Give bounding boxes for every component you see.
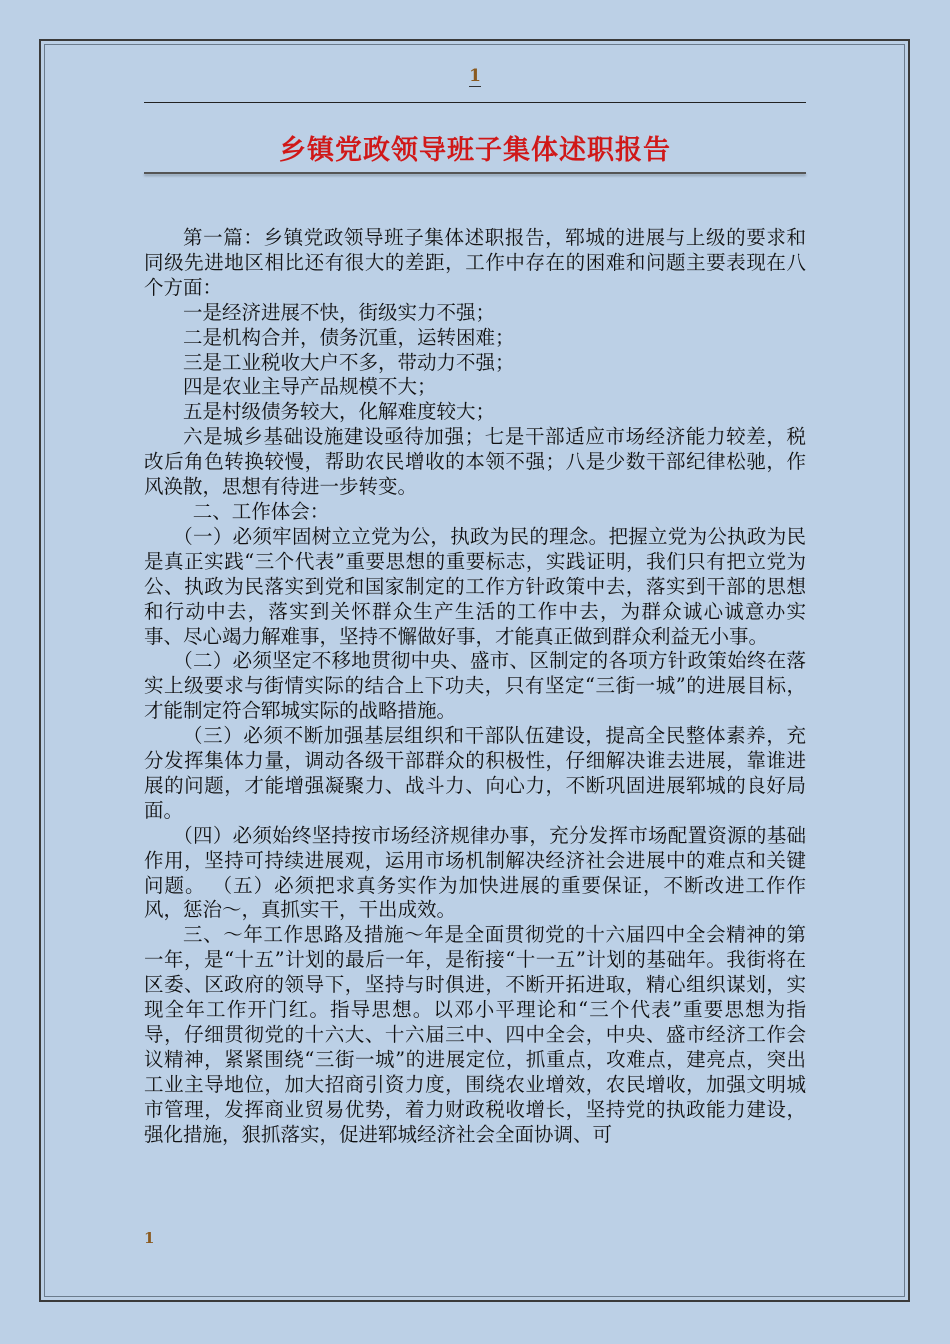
paragraph: 一是经济进展不快，街级实力不强； (183, 300, 496, 324)
header-divider (144, 102, 806, 103)
title-divider (144, 172, 806, 174)
section-heading: 二、工作体会： (192, 499, 330, 523)
paragraph: （二）必须坚定不移地贯彻中央、盛市、区制定的各项方针政策始终在落实上级要求与街情实际的结合上下功夫，只有坚定“三街一城”的进展目标，才能制定符合郓城实际的战略措施。 (144, 649, 806, 723)
footer-page-number: 1 (144, 1229, 155, 1247)
paragraph: 三是工业税收大户不多，带动力不强； (183, 350, 515, 374)
paragraph: （一）必须牢固树立立党为公，执政为民的理念。把握立党为公执政为民是真正实践“三个代表”重要思想的重要标志，实践证明，我们只有把立党为公、执政为民落实到党和国家制定的工作方针政策中去，落实到干部的思想和行动中去，落实到关怀群众生产生活的工作中去，为群众诚心诚意办实事、尽心竭力解难事，坚持不懈做好事，才能真正做到群众利益无小事。 (144, 524, 806, 648)
paragraph: 四是农业主导产品规模不大； (183, 375, 437, 399)
document-title: 乡镇党政领导班子集体述职报告 (279, 135, 671, 166)
paragraph: 六是城乡基础设施建设亟待加强；七是干部适应市场经济能力较差，税改后角色转换较慢，帮助农民增收的本领不强；八是少数干部纪律松驰，作风涣散，思想有待进一步转变。 (144, 425, 806, 499)
document-body (144, 226, 806, 1148)
header-page-number-text: 1 (469, 66, 481, 86)
paragraph: （四）必须始终坚持按市场经济规律办事，充分发挥市场配置资源的基础作用，坚持可持续进展观，运用市场机制解决经济社会进展中的难点和关键问题。 （五）必须把求真务实作为加快进展的重要保证，不断改进工作作风，惩治～，真抓实干，干出成效。 (144, 823, 806, 922)
paragraph: 第一篇：乡镇党政领导班子集体述职报告，郓城的进展与上级的要求和同级先进地区相比还有很大的差距，工作中存在的困难和问题主要表现在八个方面： (144, 226, 806, 299)
paragraph: 三、～年工作思路及措施～年是全面贯彻党的十六届四中全会精神的第一年，是“十五”计划的最后一年，是衔接“十一五”计划的基础年。我街将在区委、区政府的领导下，坚持与时俱进，不断开拓进取，精心组织谋划，实现全年工作开门红。指导思想。以邓小平理论和“三个代表”重要思想为指导，仔细贯彻党的十六大、十六届三中、四中全会，中央、盛市经济工作会议精神，紧紧围绕“三街一城”的进展定位，抓重点，攻难点，建亮点，突出工业主导地位，加大招商引资力度，围绕农业增效，农民增收，加强文明城市管理，发挥商业贸易优势，着力财政税收增长，坚持党的执政能力建设，强化措施，狠抓落实，促进郓城经济社会全面协调、可 (144, 923, 806, 1146)
paragraph: （三）必须不断加强基层组织和干部队伍建设，提高全民整体素养，充分发挥集体力量，调动各级干部群众的积极性，仔细解决谁去进展，靠谁进展的问题，才能增强凝聚力、战斗力、向心力，不断巩固进展郓城的良好局面。 (144, 724, 806, 822)
paragraph: 五是村级债务较大，化解难度较大； (183, 400, 496, 424)
header-page-number (0, 66, 950, 86)
paragraph: 二是机构合并，债务沉重，运转困难； (183, 325, 515, 349)
